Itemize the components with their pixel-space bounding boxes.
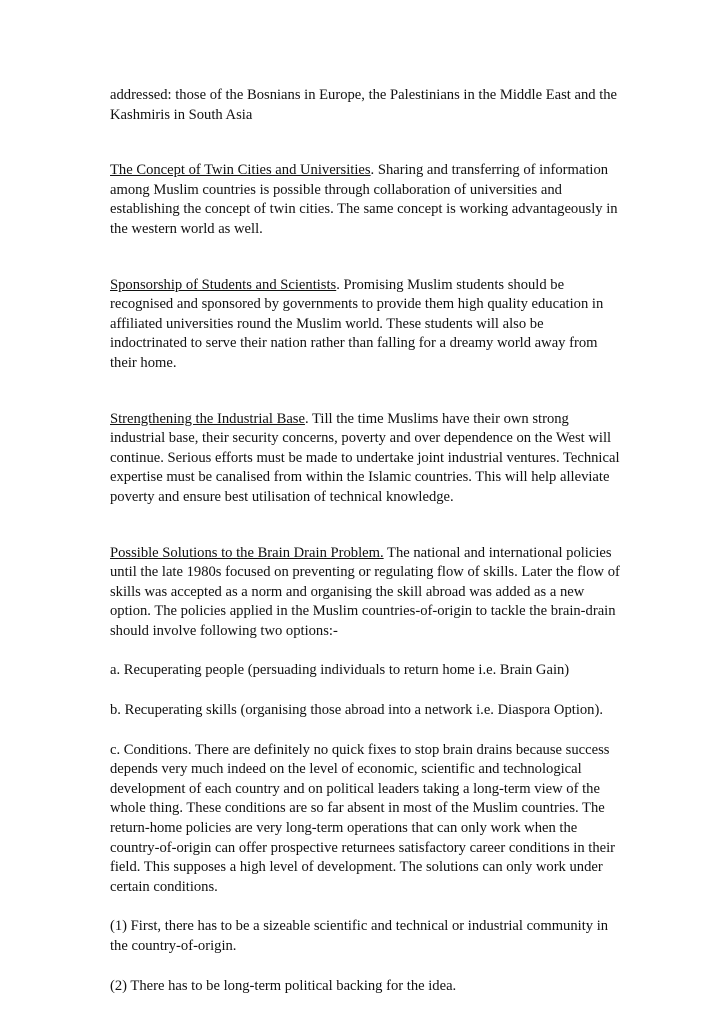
brain-drain-paragraph [110,544,620,642]
industrial-heading: Strengthening the Industrial Base [110,410,305,427]
intro-paragraph [110,86,620,125]
brain-drain-heading: Possible Solutions to the Brain Drain Problem. [110,544,384,561]
sponsorship-heading: Sponsorship of Students and Scientists [110,276,337,293]
option-c-paragraph: c. Conditions. There are definitely no quick fixes to stop brain drains because success depends very much indeed on the level of economic, scientific and technological development of each country and on political leaders taking a long-term view of the whole thing. These conditions are so far absent in most of the Muslim countries. The return-home policies are very long-term operations that can only work when the country-of-origin can offer prospective returnees satisfactory career conditions in their field. This supposes a high level of development. The solutions can only work under certain conditions. [110,741,616,895]
twin-cities-paragraph [110,161,620,239]
brain-drain-body: The national and international policies until the late 1980s focused on preventing or regulating flow of skills. Later the flow of skills was accepted as a norm and organising the skill abroad was added as a new option. The policies applied in the Muslim countries-of-origin to tackle the brain-drain should involve following two options:- [110,544,620,639]
twin-cities-body: . Sharing and transferring of information among Muslim countries is possible through collaboration of universities and establishing the concept of twin cities. The same concept is working advantageously in the western world as well. [110,162,618,237]
sponsorship-body: . Promising Muslim students should be recognised and sponsored by governments to provide them high quality education in affiliated universities round the Muslim world. These students will also be indoctrinated to serve their nation rather than falling for a dreamy world away from their home. [110,276,604,371]
option-b-paragraph: b. Recuperating skills (organising those abroad into a network i.e. Diaspora Option). [110,702,603,719]
option-a-paragraph: a. Recuperating people (persuading individuals to return home i.e. Brain Gain) [110,662,570,679]
sponsorship-paragraph [110,276,620,374]
intro-text: addressed: those of the Bosnians in Europe, the Palestinians in the Middle East and the Kashmiris in South Asia [110,87,618,123]
condition-2-paragraph: (2) There has to be long-term political backing for the idea. [110,977,457,994]
condition-1-paragraph: (1) First, there has to be a sizeable scientific and technical or industrial community in the country-of-origin. [110,918,609,954]
document-page [110,86,620,996]
industrial-body: . Till the time Muslims have their own strong industrial base, their security concerns, poverty and over dependence on the West will continue. Serious efforts must be made to undertake joint industrial ventures. Technical expertise must be canalised from within the Islamic countries. This will help alleviate poverty and ensure best utilisation of technical knowledge. [110,410,620,505]
industrial-paragraph [110,410,620,508]
twin-cities-heading: The Concept of Twin Cities and Universities [110,162,371,179]
